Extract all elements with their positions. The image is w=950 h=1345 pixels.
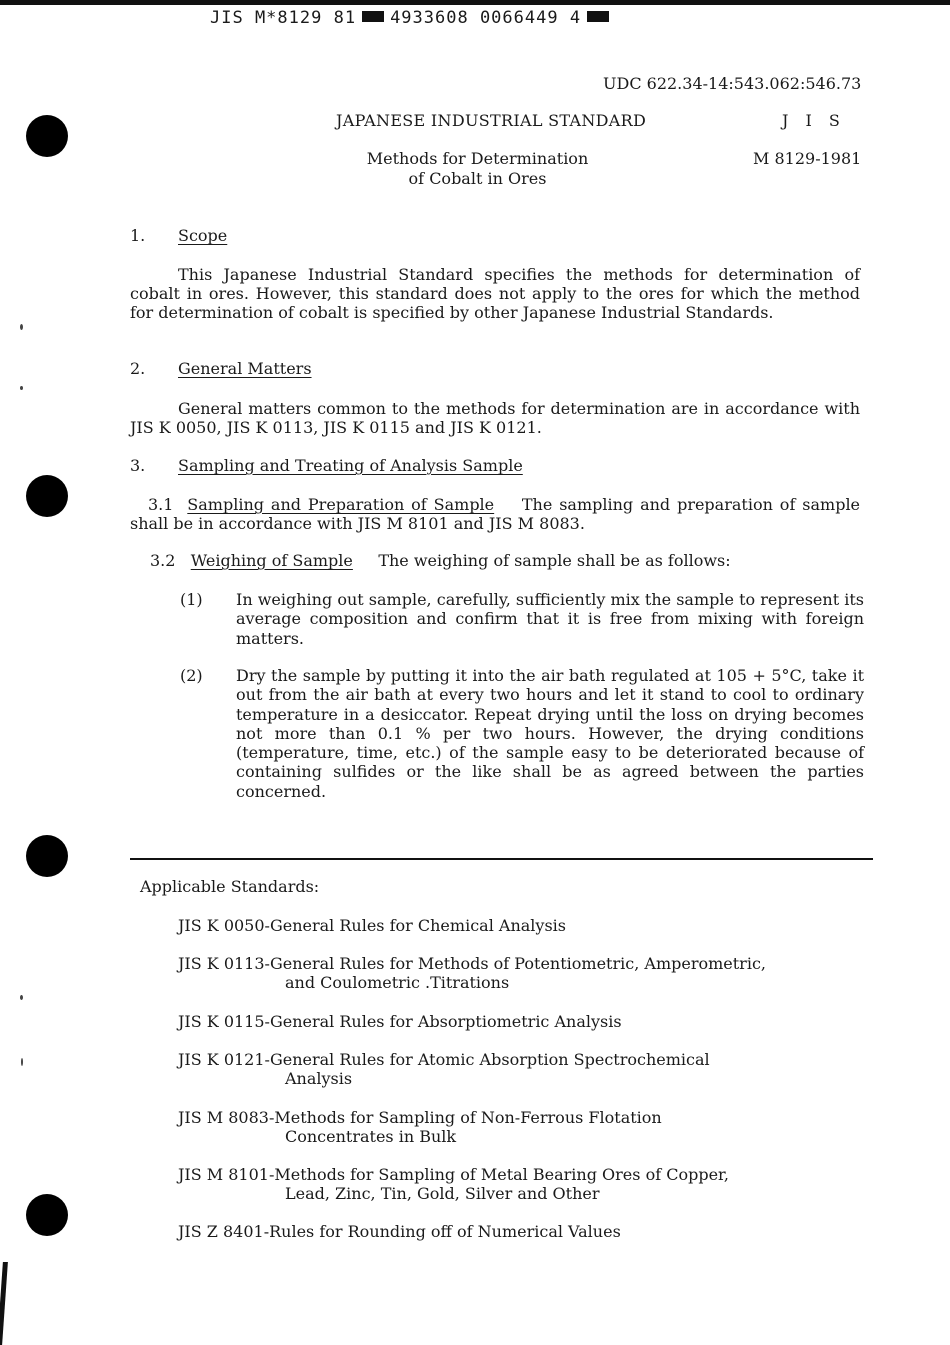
scan-header-code [210, 8, 615, 28]
scope-paragraph: This Japanese Industrial Standard specifies the methods for determination of cobalt in ores. However, this standard does not apply to the ores for which the method for determination of cobalt is specified by other Japanese Industrial Standards. [130, 265, 860, 322]
punch-hole [26, 835, 68, 877]
scan-code-left: JIS M*8129 81 [210, 8, 357, 28]
scan-edge-shadow [0, 1262, 8, 1345]
applicable-standard-item [178, 1012, 838, 1031]
applicable-standard-item [178, 954, 838, 992]
standard-line-continued: Analysis [285, 1069, 353, 1088]
standard-line: JIS K 0115-General Rules for Absorptiometric Analysis [178, 1012, 622, 1031]
standard-line: JIS K 0121-General Rules for Atomic Absorption Spectrochemical [178, 1050, 710, 1069]
standard-title: JAPANESE INDUSTRIAL STANDARD [336, 111, 647, 130]
punch-hole [26, 1194, 68, 1236]
scan-block-mark [362, 11, 384, 22]
subsection-number: 3.2 [150, 551, 176, 570]
section-title-scope: Scope [178, 226, 228, 245]
standard-line: JIS Z 8401-Rules for Rounding off of Numerical Values [178, 1222, 621, 1241]
standard-line-continued: and Coulometric .Titrations [285, 973, 510, 992]
subsection-text: The weighing of sample shall be as follows: [378, 551, 731, 570]
document-title-line-1: Methods for Determination [366, 149, 589, 168]
scan-block-mark [587, 11, 609, 22]
standard-line: JIS M 8083-Methods for Sampling of Non-Ferrous Flotation [178, 1108, 662, 1127]
jis-label: J I S [782, 111, 846, 130]
punch-hole [26, 115, 68, 157]
applicable-standard-item [178, 1108, 838, 1146]
section-title-general-matters: General Matters [178, 359, 312, 378]
section-number: 2. [130, 359, 146, 378]
punch-hole [26, 475, 68, 517]
standard-line-continued: Lead, Zinc, Tin, Gold, Silver and Other [285, 1184, 600, 1203]
footnote-divider [130, 858, 873, 860]
subsection-text: The sampling and preparation of sample shall be in accordance with JIS M 8101 and JIS M 8083. [130, 495, 861, 533]
standard-line: JIS K 0050-General Rules for Chemical Analysis [178, 916, 566, 935]
subsection-title: Sampling and Preparation of Sample [187, 495, 495, 514]
section-number: 1. [130, 226, 146, 245]
document-title-line-2: of Cobalt in Ores [408, 169, 547, 188]
list-item-number: (1) [180, 590, 203, 609]
applicable-standard-item [178, 1165, 838, 1203]
applicable-standard-item [178, 916, 838, 935]
standard-line: JIS M 8101-Methods for Sampling of Metal Bearing Ores of Copper, [178, 1165, 730, 1184]
subsection-number: 3.1 [148, 495, 174, 514]
document-number: M 8129-1981 [753, 149, 862, 168]
subsection-3-1 [130, 495, 860, 533]
section-number: 3. [130, 456, 146, 475]
scan-speck [20, 386, 23, 390]
applicable-standard-item [178, 1050, 838, 1088]
standard-line-continued: Concentrates in Bulk [285, 1127, 457, 1146]
scan-speck [20, 324, 23, 330]
applicable-standard-item [178, 1222, 838, 1241]
scan-code-right: 4933608 0066449 4 [390, 8, 582, 28]
udc-code: UDC 622.34-14:543.062:546.73 [603, 74, 862, 93]
scan-speck [20, 995, 23, 1000]
document-title [345, 149, 610, 189]
list-item-text: Dry the sample by putting it into the air bath regulated at 105 + 5°C, take it out from the air bath at every two hours and let it stand to cool to ordinary temperature in a desiccator. Repeat drying until the loss on drying becomes not more than 0.1 % per two hours. However, the drying conditions (temperature, time, etc.) of the sample easy to be deteriorated because of containing sulfides or the like shall be as agreed between the parties concerned. [236, 666, 864, 801]
scan-top-border [0, 0, 950, 5]
applicable-standards-heading: Applicable Standards: [140, 877, 320, 896]
general-matters-paragraph: General matters common to the methods for determination are in accordance with JIS K 0050, JIS K 0113, JIS K 0115 and JIS K 0121. [130, 399, 860, 437]
subsection-title: Weighing of Sample [190, 551, 353, 570]
section-title-sampling: Sampling and Treating of Analysis Sample [178, 456, 523, 475]
subsection-3-2 [150, 551, 731, 570]
list-item-number: (2) [180, 666, 203, 685]
standard-line: JIS K 0113-General Rules for Methods of Potentiometric, Amperometric, [178, 954, 766, 973]
scan-speck [21, 1058, 23, 1066]
list-item-text: In weighing out sample, carefully, sufficiently mix the sample to represent its average composition and confirm that it is free from mixing with foreign matters. [236, 590, 864, 648]
